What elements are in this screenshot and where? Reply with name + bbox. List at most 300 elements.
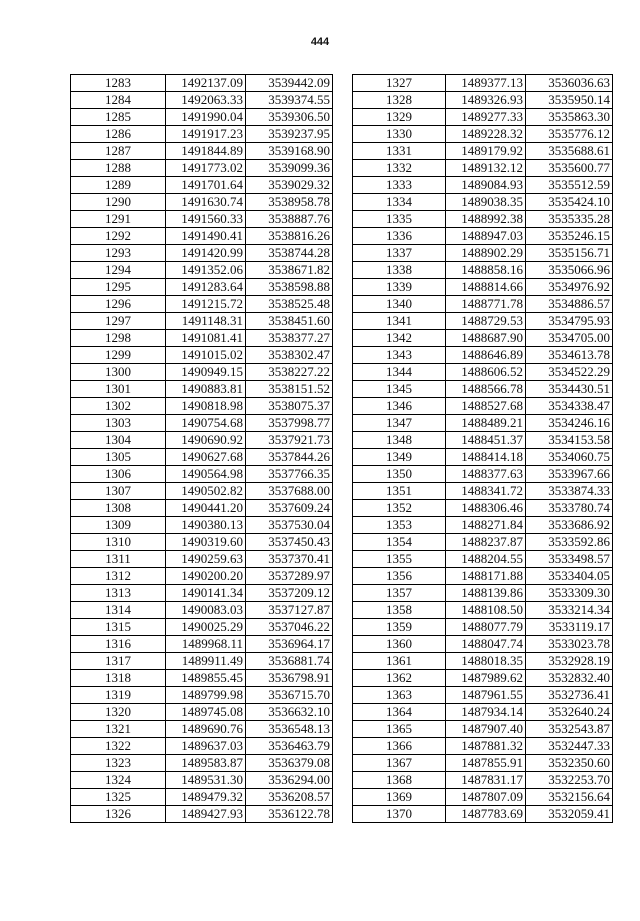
y-coordinate-cell: 3539099.36 <box>246 160 333 177</box>
x-coordinate-cell: 1489968.11 <box>166 636 246 653</box>
y-coordinate-cell: 3536715.70 <box>246 687 333 704</box>
y-coordinate-cell: 3533404.05 <box>526 568 613 585</box>
x-coordinate-cell: 1491773.02 <box>166 160 246 177</box>
y-coordinate-cell: 3537289.97 <box>246 568 333 585</box>
x-coordinate-cell: 1489911.49 <box>166 653 246 670</box>
point-number-cell: 1285 <box>71 109 166 126</box>
x-coordinate-cell: 1490141.34 <box>166 585 246 602</box>
x-coordinate-cell: 1488271.84 <box>446 517 526 534</box>
y-coordinate-cell: 3538525.48 <box>246 296 333 313</box>
x-coordinate-cell: 1487783.69 <box>446 806 526 823</box>
table-row <box>353 398 613 415</box>
table-row <box>353 449 613 466</box>
y-coordinate-cell: 3532156.64 <box>526 789 613 806</box>
y-coordinate-cell: 3534060.75 <box>526 449 613 466</box>
x-coordinate-cell: 1490754.68 <box>166 415 246 432</box>
table-row <box>353 517 613 534</box>
y-coordinate-cell: 3537766.35 <box>246 466 333 483</box>
point-number-cell: 1366 <box>353 738 446 755</box>
point-number-cell: 1325 <box>71 789 166 806</box>
y-coordinate-cell: 3535156.71 <box>526 245 613 262</box>
point-number-cell: 1314 <box>71 602 166 619</box>
point-number-cell: 1354 <box>353 534 446 551</box>
y-coordinate-cell: 3535863.30 <box>526 109 613 126</box>
table-row <box>71 296 333 313</box>
y-coordinate-cell: 3532447.33 <box>526 738 613 755</box>
y-coordinate-cell: 3533967.66 <box>526 466 613 483</box>
point-number-cell: 1296 <box>71 296 166 313</box>
point-number-cell: 1299 <box>71 347 166 364</box>
table-row <box>353 245 613 262</box>
y-coordinate-cell: 3536036.63 <box>526 75 613 92</box>
table-row <box>353 381 613 398</box>
table-row <box>353 313 613 330</box>
point-number-cell: 1368 <box>353 772 446 789</box>
point-number-cell: 1302 <box>71 398 166 415</box>
point-number-cell: 1361 <box>353 653 446 670</box>
table-row <box>353 806 613 823</box>
y-coordinate-cell: 3538451.60 <box>246 313 333 330</box>
table-row <box>353 143 613 160</box>
point-number-cell: 1327 <box>353 75 446 92</box>
x-coordinate-cell: 1491015.02 <box>166 347 246 364</box>
x-coordinate-cell: 1489637.03 <box>166 738 246 755</box>
table-row <box>353 211 613 228</box>
y-coordinate-cell: 3533874.33 <box>526 483 613 500</box>
table-row <box>353 670 613 687</box>
y-coordinate-cell: 3532928.19 <box>526 653 613 670</box>
y-coordinate-cell: 3535335.28 <box>526 211 613 228</box>
table-row <box>71 245 333 262</box>
point-number-cell: 1355 <box>353 551 446 568</box>
table-row <box>71 466 333 483</box>
point-number-cell: 1356 <box>353 568 446 585</box>
y-coordinate-cell: 3537450.43 <box>246 534 333 551</box>
point-number-cell: 1367 <box>353 755 446 772</box>
table-row <box>353 738 613 755</box>
table-row <box>71 109 333 126</box>
x-coordinate-cell: 1487907.40 <box>446 721 526 738</box>
table-row <box>353 330 613 347</box>
y-coordinate-cell: 3539168.90 <box>246 143 333 160</box>
point-number-cell: 1362 <box>353 670 446 687</box>
point-number-cell: 1370 <box>353 806 446 823</box>
y-coordinate-cell: 3534522.29 <box>526 364 613 381</box>
y-coordinate-cell: 3535600.77 <box>526 160 613 177</box>
point-number-cell: 1320 <box>71 704 166 721</box>
x-coordinate-cell: 1489326.93 <box>446 92 526 109</box>
point-number-cell: 1333 <box>353 177 446 194</box>
x-coordinate-cell: 1490259.63 <box>166 551 246 568</box>
table-row <box>71 92 333 109</box>
y-coordinate-cell: 3537609.24 <box>246 500 333 517</box>
x-coordinate-cell: 1490319.60 <box>166 534 246 551</box>
table-row <box>353 279 613 296</box>
table-row <box>353 789 613 806</box>
table-row <box>353 602 613 619</box>
x-coordinate-cell: 1489427.93 <box>166 806 246 823</box>
point-number-cell: 1287 <box>71 143 166 160</box>
y-coordinate-cell: 3535424.10 <box>526 194 613 211</box>
table-row <box>71 721 333 738</box>
table-row <box>71 653 333 670</box>
y-coordinate-cell: 3533592.86 <box>526 534 613 551</box>
point-number-cell: 1369 <box>353 789 446 806</box>
y-coordinate-cell: 3533686.92 <box>526 517 613 534</box>
x-coordinate-cell: 1491490.41 <box>166 228 246 245</box>
y-coordinate-cell: 3532059.41 <box>526 806 613 823</box>
point-number-cell: 1308 <box>71 500 166 517</box>
x-coordinate-cell: 1489377.13 <box>446 75 526 92</box>
y-coordinate-cell: 3536122.78 <box>246 806 333 823</box>
x-coordinate-cell: 1491701.64 <box>166 177 246 194</box>
x-coordinate-cell: 1489690.76 <box>166 721 246 738</box>
x-coordinate-cell: 1488814.66 <box>446 279 526 296</box>
point-number-cell: 1332 <box>353 160 446 177</box>
table-row <box>353 585 613 602</box>
table-row <box>71 160 333 177</box>
table-row <box>353 262 613 279</box>
table-row <box>71 534 333 551</box>
table-row <box>71 551 333 568</box>
x-coordinate-cell: 1488947.03 <box>446 228 526 245</box>
table-row <box>71 415 333 432</box>
point-number-cell: 1309 <box>71 517 166 534</box>
x-coordinate-cell: 1491990.04 <box>166 109 246 126</box>
x-coordinate-cell: 1488451.37 <box>446 432 526 449</box>
x-coordinate-cell: 1491844.89 <box>166 143 246 160</box>
table-row <box>353 75 613 92</box>
x-coordinate-cell: 1488992.38 <box>446 211 526 228</box>
x-coordinate-cell: 1489583.87 <box>166 755 246 772</box>
point-number-cell: 1286 <box>71 126 166 143</box>
point-number-cell: 1360 <box>353 636 446 653</box>
y-coordinate-cell: 3533214.34 <box>526 602 613 619</box>
x-coordinate-cell: 1487807.09 <box>446 789 526 806</box>
point-number-cell: 1289 <box>71 177 166 194</box>
table-row <box>353 296 613 313</box>
y-coordinate-cell: 3537127.87 <box>246 602 333 619</box>
x-coordinate-cell: 1489855.45 <box>166 670 246 687</box>
table-row <box>353 92 613 109</box>
table-row <box>71 619 333 636</box>
x-coordinate-cell: 1488606.52 <box>446 364 526 381</box>
y-coordinate-cell: 3537921.73 <box>246 432 333 449</box>
point-number-cell: 1298 <box>71 330 166 347</box>
coordinates-table-left <box>70 74 333 823</box>
point-number-cell: 1326 <box>71 806 166 823</box>
x-coordinate-cell: 1488858.16 <box>446 262 526 279</box>
table-row <box>71 364 333 381</box>
point-number-cell: 1349 <box>353 449 446 466</box>
x-coordinate-cell: 1490690.92 <box>166 432 246 449</box>
x-coordinate-cell: 1489038.35 <box>446 194 526 211</box>
x-coordinate-cell: 1488204.55 <box>446 551 526 568</box>
table-row <box>71 262 333 279</box>
point-number-cell: 1352 <box>353 500 446 517</box>
point-number-cell: 1338 <box>353 262 446 279</box>
x-coordinate-cell: 1490025.29 <box>166 619 246 636</box>
x-coordinate-cell: 1489228.32 <box>446 126 526 143</box>
x-coordinate-cell: 1487881.32 <box>446 738 526 755</box>
x-coordinate-cell: 1489084.93 <box>446 177 526 194</box>
x-coordinate-cell: 1489179.92 <box>446 143 526 160</box>
table-row <box>71 738 333 755</box>
x-coordinate-cell: 1488237.87 <box>446 534 526 551</box>
y-coordinate-cell: 3537370.41 <box>246 551 333 568</box>
y-coordinate-cell: 3535246.15 <box>526 228 613 245</box>
x-coordinate-cell: 1489799.98 <box>166 687 246 704</box>
point-number-cell: 1307 <box>71 483 166 500</box>
table-row <box>71 432 333 449</box>
point-number-cell: 1290 <box>71 194 166 211</box>
x-coordinate-cell: 1487934.14 <box>446 704 526 721</box>
point-number-cell: 1305 <box>71 449 166 466</box>
y-coordinate-cell: 3536294.00 <box>246 772 333 789</box>
point-number-cell: 1318 <box>71 670 166 687</box>
table-row <box>71 636 333 653</box>
x-coordinate-cell: 1489745.08 <box>166 704 246 721</box>
point-number-cell: 1294 <box>71 262 166 279</box>
x-coordinate-cell: 1488902.29 <box>446 245 526 262</box>
point-number-cell: 1343 <box>353 347 446 364</box>
x-coordinate-cell: 1489479.32 <box>166 789 246 806</box>
y-coordinate-cell: 3533309.30 <box>526 585 613 602</box>
table-row <box>71 143 333 160</box>
y-coordinate-cell: 3538377.27 <box>246 330 333 347</box>
y-coordinate-cell: 3536964.17 <box>246 636 333 653</box>
x-coordinate-cell: 1488377.63 <box>446 466 526 483</box>
point-number-cell: 1301 <box>71 381 166 398</box>
y-coordinate-cell: 3537046.22 <box>246 619 333 636</box>
x-coordinate-cell: 1488108.50 <box>446 602 526 619</box>
y-coordinate-cell: 3534246.16 <box>526 415 613 432</box>
x-coordinate-cell: 1491560.33 <box>166 211 246 228</box>
x-coordinate-cell: 1488341.72 <box>446 483 526 500</box>
table-row <box>353 721 613 738</box>
y-coordinate-cell: 3538075.37 <box>246 398 333 415</box>
point-number-cell: 1300 <box>71 364 166 381</box>
point-number-cell: 1335 <box>353 211 446 228</box>
x-coordinate-cell: 1488306.46 <box>446 500 526 517</box>
y-coordinate-cell: 3537844.26 <box>246 449 333 466</box>
point-number-cell: 1334 <box>353 194 446 211</box>
table-row <box>353 500 613 517</box>
x-coordinate-cell: 1488527.68 <box>446 398 526 415</box>
table-row <box>353 534 613 551</box>
x-coordinate-cell: 1487855.91 <box>446 755 526 772</box>
y-coordinate-cell: 3532253.70 <box>526 772 613 789</box>
point-number-cell: 1283 <box>71 75 166 92</box>
x-coordinate-cell: 1489277.33 <box>446 109 526 126</box>
table-row <box>71 517 333 534</box>
y-coordinate-cell: 3538598.88 <box>246 279 333 296</box>
point-number-cell: 1311 <box>71 551 166 568</box>
y-coordinate-cell: 3534886.57 <box>526 296 613 313</box>
point-number-cell: 1342 <box>353 330 446 347</box>
point-number-cell: 1322 <box>71 738 166 755</box>
x-coordinate-cell: 1487961.55 <box>446 687 526 704</box>
point-number-cell: 1364 <box>353 704 446 721</box>
table-row <box>71 500 333 517</box>
y-coordinate-cell: 3539237.95 <box>246 126 333 143</box>
x-coordinate-cell: 1490949.15 <box>166 364 246 381</box>
x-coordinate-cell: 1491283.64 <box>166 279 246 296</box>
y-coordinate-cell: 3537688.00 <box>246 483 333 500</box>
point-number-cell: 1340 <box>353 296 446 313</box>
y-coordinate-cell: 3534976.92 <box>526 279 613 296</box>
table-row <box>353 755 613 772</box>
page-number: 444 <box>310 36 330 48</box>
y-coordinate-cell: 3539374.55 <box>246 92 333 109</box>
y-coordinate-cell: 3535950.14 <box>526 92 613 109</box>
y-coordinate-cell: 3534795.93 <box>526 313 613 330</box>
x-coordinate-cell: 1488771.78 <box>446 296 526 313</box>
table-row <box>353 415 613 432</box>
table-row <box>71 483 333 500</box>
point-number-cell: 1319 <box>71 687 166 704</box>
y-coordinate-cell: 3535512.59 <box>526 177 613 194</box>
x-coordinate-cell: 1491081.41 <box>166 330 246 347</box>
x-coordinate-cell: 1492063.33 <box>166 92 246 109</box>
table-row <box>353 347 613 364</box>
table-row <box>71 279 333 296</box>
point-number-cell: 1284 <box>71 92 166 109</box>
table-row <box>353 653 613 670</box>
x-coordinate-cell: 1490380.13 <box>166 517 246 534</box>
point-number-cell: 1347 <box>353 415 446 432</box>
point-number-cell: 1303 <box>71 415 166 432</box>
y-coordinate-cell: 3534430.51 <box>526 381 613 398</box>
x-coordinate-cell: 1492137.09 <box>166 75 246 92</box>
y-coordinate-cell: 3536208.57 <box>246 789 333 806</box>
table-row <box>353 466 613 483</box>
point-number-cell: 1331 <box>353 143 446 160</box>
y-coordinate-cell: 3537998.77 <box>246 415 333 432</box>
x-coordinate-cell: 1488018.35 <box>446 653 526 670</box>
y-coordinate-cell: 3538887.76 <box>246 211 333 228</box>
y-coordinate-cell: 3539306.50 <box>246 109 333 126</box>
table-row <box>71 449 333 466</box>
point-number-cell: 1306 <box>71 466 166 483</box>
x-coordinate-cell: 1489531.30 <box>166 772 246 789</box>
point-number-cell: 1292 <box>71 228 166 245</box>
table-row <box>71 381 333 398</box>
table-row <box>71 194 333 211</box>
x-coordinate-cell: 1491420.99 <box>166 245 246 262</box>
table-row <box>71 585 333 602</box>
table-row <box>71 670 333 687</box>
x-coordinate-cell: 1488566.78 <box>446 381 526 398</box>
table-row <box>71 75 333 92</box>
x-coordinate-cell: 1490441.20 <box>166 500 246 517</box>
point-number-cell: 1357 <box>353 585 446 602</box>
y-coordinate-cell: 3536548.13 <box>246 721 333 738</box>
point-number-cell: 1330 <box>353 126 446 143</box>
point-number-cell: 1328 <box>353 92 446 109</box>
x-coordinate-cell: 1488077.79 <box>446 619 526 636</box>
y-coordinate-cell: 3532832.40 <box>526 670 613 687</box>
point-number-cell: 1312 <box>71 568 166 585</box>
y-coordinate-cell: 3539442.09 <box>246 75 333 92</box>
point-number-cell: 1315 <box>71 619 166 636</box>
table-row <box>353 432 613 449</box>
point-number-cell: 1348 <box>353 432 446 449</box>
x-coordinate-cell: 1491630.74 <box>166 194 246 211</box>
coordinates-table-right <box>352 74 613 823</box>
point-number-cell: 1353 <box>353 517 446 534</box>
x-coordinate-cell: 1491917.23 <box>166 126 246 143</box>
point-number-cell: 1365 <box>353 721 446 738</box>
point-number-cell: 1297 <box>71 313 166 330</box>
table-row <box>71 228 333 245</box>
y-coordinate-cell: 3536881.74 <box>246 653 333 670</box>
table-row <box>353 483 613 500</box>
point-number-cell: 1359 <box>353 619 446 636</box>
point-number-cell: 1329 <box>353 109 446 126</box>
table-row <box>353 126 613 143</box>
x-coordinate-cell: 1488414.18 <box>446 449 526 466</box>
y-coordinate-cell: 3538227.22 <box>246 364 333 381</box>
table-row <box>71 704 333 721</box>
y-coordinate-cell: 3533498.57 <box>526 551 613 568</box>
point-number-cell: 1291 <box>71 211 166 228</box>
x-coordinate-cell: 1490502.82 <box>166 483 246 500</box>
x-coordinate-cell: 1490200.20 <box>166 568 246 585</box>
table-row <box>71 313 333 330</box>
x-coordinate-cell: 1491352.06 <box>166 262 246 279</box>
table-row <box>71 330 333 347</box>
y-coordinate-cell: 3536463.79 <box>246 738 333 755</box>
x-coordinate-cell: 1488047.74 <box>446 636 526 653</box>
table-row <box>71 602 333 619</box>
point-number-cell: 1288 <box>71 160 166 177</box>
y-coordinate-cell: 3532640.24 <box>526 704 613 721</box>
point-number-cell: 1350 <box>353 466 446 483</box>
x-coordinate-cell: 1487831.17 <box>446 772 526 789</box>
point-number-cell: 1317 <box>71 653 166 670</box>
y-coordinate-cell: 3535688.61 <box>526 143 613 160</box>
table-row <box>71 177 333 194</box>
table-row <box>71 568 333 585</box>
table-row <box>71 398 333 415</box>
table-row <box>353 687 613 704</box>
x-coordinate-cell: 1488489.21 <box>446 415 526 432</box>
point-number-cell: 1324 <box>71 772 166 789</box>
point-number-cell: 1295 <box>71 279 166 296</box>
y-coordinate-cell: 3535776.12 <box>526 126 613 143</box>
y-coordinate-cell: 3532350.60 <box>526 755 613 772</box>
y-coordinate-cell: 3533780.74 <box>526 500 613 517</box>
x-coordinate-cell: 1490564.98 <box>166 466 246 483</box>
x-coordinate-cell: 1490818.98 <box>166 398 246 415</box>
table-row <box>71 806 333 823</box>
x-coordinate-cell: 1488139.86 <box>446 585 526 602</box>
x-coordinate-cell: 1488646.89 <box>446 347 526 364</box>
y-coordinate-cell: 3537530.04 <box>246 517 333 534</box>
point-number-cell: 1363 <box>353 687 446 704</box>
point-number-cell: 1321 <box>71 721 166 738</box>
point-number-cell: 1339 <box>353 279 446 296</box>
table-row <box>71 772 333 789</box>
table-row <box>353 228 613 245</box>
y-coordinate-cell: 3534613.78 <box>526 347 613 364</box>
y-coordinate-cell: 3534338.47 <box>526 398 613 415</box>
y-coordinate-cell: 3538744.28 <box>246 245 333 262</box>
point-number-cell: 1293 <box>71 245 166 262</box>
y-coordinate-cell: 3538958.78 <box>246 194 333 211</box>
point-number-cell: 1358 <box>353 602 446 619</box>
